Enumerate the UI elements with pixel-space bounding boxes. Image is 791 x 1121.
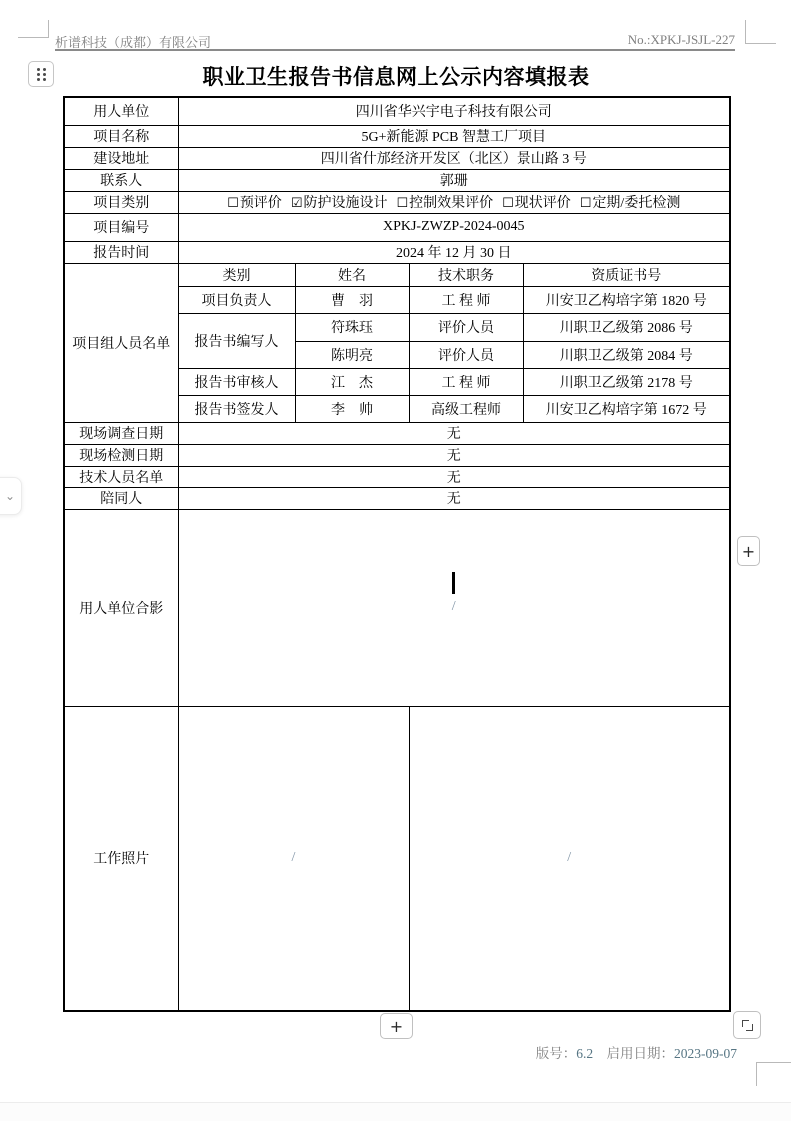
personnel-cell-category[interactable]: 报告书签发人	[178, 395, 295, 422]
checkbox-icon: ☐	[502, 196, 514, 211]
label-test-date: 现场检测日期	[64, 444, 178, 466]
value-employer[interactable]: 四川省华兴宇电子科技有限公司	[178, 97, 730, 125]
label-work-photo: 工作照片	[64, 706, 178, 1011]
personnel-cell-title[interactable]: 工 程 师	[409, 286, 523, 313]
header-divider	[55, 49, 735, 51]
report-form-table	[63, 96, 731, 1012]
photo-placeholder-slash: /	[567, 850, 572, 866]
personnel-cell-title[interactable]: 高级工程师	[409, 395, 523, 422]
checkbox-option-status-eval[interactable]: ☐现状评价	[502, 196, 571, 211]
label-project-name: 项目名称	[64, 125, 178, 147]
personnel-cell-cert[interactable]: 川职卫乙级第 2086 号	[523, 313, 730, 341]
checkbox-option-protection-design[interactable]: ☑防护设施设计	[290, 196, 388, 211]
checkbox-icon: ☐	[579, 196, 592, 211]
value-tech-staff[interactable]: 无	[178, 466, 730, 487]
label-survey-date: 现场调查日期	[64, 422, 178, 444]
label-address: 建设地址	[64, 147, 178, 169]
table-drag-handle-icon[interactable]	[28, 61, 54, 87]
value-address[interactable]: 四川省什邡经济开发区（北区）景山路 3 号	[178, 147, 730, 169]
margin-mark-bottom-right	[756, 1062, 791, 1086]
header-company-name: 析谱科技（成都）有限公司	[55, 35, 212, 50]
checkbox-option-pre-eval[interactable]: ☐预评价	[227, 196, 282, 211]
work-photo-cell-2[interactable]	[409, 706, 730, 1011]
add-row-bottom-button[interactable]	[380, 1013, 413, 1039]
group-photo-cell[interactable]	[178, 509, 730, 706]
margin-mark-top-left	[18, 20, 49, 38]
grid-dots-icon	[37, 68, 40, 71]
personnel-cell-cert[interactable]: 川职卫乙级第 2084 号	[523, 341, 730, 368]
checkbox-checked-icon: ☑	[290, 196, 303, 211]
checkbox-option-control-effect[interactable]: ☐控制效果评价	[396, 196, 494, 211]
add-row-right-button[interactable]	[737, 536, 760, 566]
header-doc-number: No.:XPKJ-JSJL-227	[627, 32, 735, 47]
value-contact[interactable]: 郭珊	[178, 169, 730, 191]
margin-mark-top-right	[745, 20, 776, 44]
photo-placeholder-slash: /	[451, 599, 456, 614]
footer-date-label: 启用日期：	[606, 1046, 674, 1061]
personnel-cell-title[interactable]: 工 程 师	[409, 368, 523, 395]
checkbox-icon: ☐	[227, 196, 239, 211]
personnel-col-category: 类别	[178, 263, 295, 286]
label-group-photo: 用人单位合影	[64, 509, 178, 706]
personnel-cell-name[interactable]: 江 杰	[295, 368, 409, 395]
personnel-cell-cert[interactable]: 川安卫乙构培字第 1672 号	[523, 395, 730, 422]
text-cursor	[452, 572, 455, 594]
personnel-col-name: 姓名	[295, 263, 409, 286]
personnel-cell-name[interactable]: 李 帅	[295, 395, 409, 422]
personnel-cell-category[interactable]: 项目负责人	[178, 286, 295, 313]
checkbox-icon: ☐	[396, 196, 409, 211]
value-project-number[interactable]: XPKJ-ZWZP-2024-0045	[178, 213, 730, 241]
label-report-date: 报告时间	[64, 241, 178, 263]
value-test-date[interactable]: 无	[178, 444, 730, 466]
value-project-name[interactable]: 5G+新能源 PCB 智慧工厂项目	[178, 125, 730, 147]
personnel-col-title: 技术职务	[409, 263, 523, 286]
personnel-cell-category[interactable]: 报告书审核人	[178, 368, 295, 395]
plus-icon: +	[389, 1016, 404, 1036]
personnel-cell-name[interactable]: 曹 羽	[295, 286, 409, 313]
label-project-category: 项目类别	[64, 191, 178, 213]
personnel-cell-name[interactable]: 符珠珏	[295, 313, 409, 341]
personnel-col-cert: 资质证书号	[523, 263, 730, 286]
footer-version-value: 6.2	[576, 1046, 594, 1061]
resize-corners-icon	[742, 1020, 753, 1031]
footer-date-value: 2023-09-07	[674, 1046, 737, 1061]
value-survey-date[interactable]: 无	[178, 422, 730, 444]
value-project-category	[178, 191, 730, 213]
page-title: 职业卫生报告书信息网上公示内容填报表	[202, 65, 590, 89]
work-photo-cell-1[interactable]	[178, 706, 409, 1011]
label-contact: 联系人	[64, 169, 178, 191]
photo-placeholder-slash: /	[291, 850, 296, 866]
label-project-number: 项目编号	[64, 213, 178, 241]
personnel-cell-title[interactable]: 评价人员	[409, 313, 523, 341]
page-bottom-edge	[0, 1102, 791, 1121]
label-accompany: 陪同人	[64, 487, 178, 509]
label-personnel-list: 项目组人员名单	[64, 263, 178, 422]
personnel-cell-category[interactable]: 报告书编写人	[178, 313, 295, 368]
checkbox-option-periodic-test[interactable]: ☐定期/委托检测	[579, 196, 681, 211]
personnel-cell-name[interactable]: 陈明亮	[295, 341, 409, 368]
page-footer	[536, 1042, 737, 1062]
table-resize-button[interactable]	[733, 1011, 761, 1039]
footer-version-label: 版号：	[535, 1046, 577, 1061]
value-accompany[interactable]: 无	[178, 487, 730, 509]
label-tech-staff: 技术人员名单	[64, 466, 178, 487]
sidebar-collapse-tab[interactable]	[0, 477, 22, 515]
value-report-date[interactable]: 2024 年 12 月 30 日	[178, 241, 730, 263]
label-employer: 用人单位	[64, 97, 178, 125]
chevron-down-icon: ⌄	[4, 489, 15, 503]
personnel-cell-cert[interactable]: 川安卫乙构培字第 1820 号	[523, 286, 730, 313]
personnel-cell-cert[interactable]: 川职卫乙级第 2178 号	[523, 368, 730, 395]
personnel-cell-title[interactable]: 评价人员	[409, 341, 523, 368]
plus-icon: +	[741, 541, 756, 561]
